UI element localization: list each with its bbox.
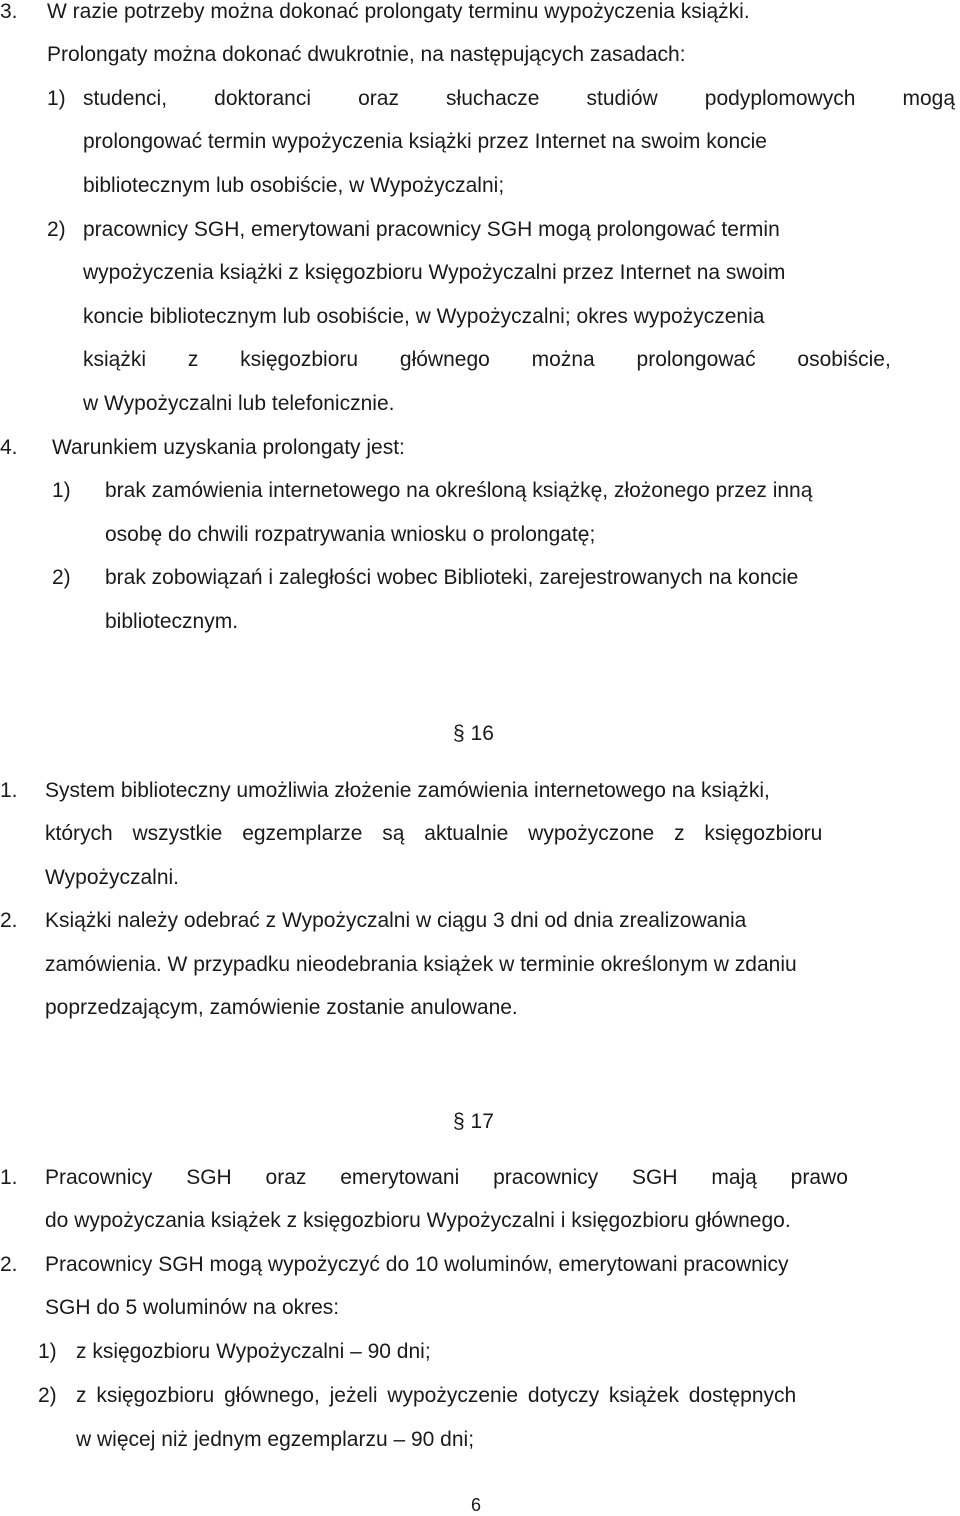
- text-line: wypożyczenia książki z księgozbioru Wypożyczalni przez Internet na swoim: [83, 261, 786, 284]
- section-heading: § 17: [453, 1110, 494, 1133]
- text-line: z księgozbioru głównego, jeżeli wypożyczenie dotyczy książek dostępnych: [76, 1384, 797, 1407]
- text-line: prolongować termin wypożyczenia książki przez Internet na swoim koncie: [83, 130, 767, 153]
- text-line: do wypożyczania książek z księgozbioru Wypożyczalni i księgozbioru głównego.: [45, 1209, 791, 1232]
- text-line: Książki należy odebrać z Wypożyczalni w ciągu 3 dni od dnia zrealizowania: [45, 909, 747, 932]
- item-number: 2): [52, 566, 71, 589]
- text-line: osobę do chwili rozpatrywania wniosku o prolongatę;: [105, 523, 596, 546]
- section-heading: § 16: [453, 722, 494, 745]
- text-line: [83, 87, 955, 111]
- text-line: z księgozbioru Wypożyczalni – 90 dni;: [76, 1340, 431, 1363]
- text-word: słuchacze: [446, 87, 540, 110]
- text-line: zamówienia. W przypadku nieodebrania książek w terminie określonym w zdaniu: [45, 953, 797, 976]
- text-line: bibliotecznym.: [105, 610, 239, 633]
- text-word: podyplomowych: [704, 87, 856, 110]
- text-line: Prolongaty można dokonać dwukrotnie, na następujących zasadach:: [47, 43, 686, 66]
- item-number: 2): [47, 218, 66, 241]
- text-word: doktoranci: [214, 87, 312, 110]
- text-line: Warunkiem uzyskania prolongaty jest:: [52, 436, 405, 459]
- text-line: Wypożyczalni.: [45, 866, 180, 889]
- text-line: Pracownicy SGH oraz emerytowani pracownicy SGH mają prawo: [45, 1166, 848, 1189]
- item-number: 1.: [0, 779, 18, 802]
- text-line: brak zamówienia internetowego na określoną książkę, złożonego przez inną: [105, 479, 813, 502]
- text-word: oraz: [358, 87, 399, 110]
- text-line: pracownicy SGH, emerytowani pracownicy SGH mogą prolongować termin: [83, 218, 780, 241]
- text-line: Pracownicy SGH mogą wypożyczyć do 10 woluminów, emerytowani pracownicy: [45, 1253, 789, 1276]
- item-number: 2.: [0, 909, 18, 932]
- text-line: w więcej niż jednym egzemplarzu – 90 dni;: [76, 1428, 475, 1451]
- item-number: 2.: [0, 1253, 18, 1276]
- text-line: książki z księgozbioru głównego można prolongować osobiście,: [83, 348, 891, 371]
- text-line: System biblioteczny umożliwia złożenie zamówienia internetowego na książki,: [45, 779, 770, 802]
- item-number: 3.: [0, 0, 18, 23]
- text-line: brak zobowiązań i zaległości wobec Biblioteki, zarejestrowanych na koncie: [105, 566, 799, 589]
- page-number: 6: [471, 1495, 482, 1515]
- text-line: w Wypożyczalni lub telefonicznie.: [83, 392, 395, 415]
- text-line: poprzedzającym, zamówienie zostanie anulowane.: [45, 996, 518, 1019]
- text-line: W razie potrzeby można dokonać prolongaty terminu wypożyczenia książki.: [47, 0, 750, 23]
- text-word: studenci,: [83, 87, 168, 110]
- text-line: koncie bibliotecznym lub osobiście, w Wypożyczalni; okres wypożyczenia: [83, 305, 765, 328]
- item-number: 1): [52, 479, 71, 502]
- text-word: mogą: [902, 87, 955, 110]
- text-word: studiów: [586, 87, 658, 110]
- text-line: SGH do 5 woluminów na okres:: [45, 1296, 340, 1319]
- item-number: 1): [38, 1340, 57, 1363]
- text-line: bibliotecznym lub osobiście, w Wypożyczalni;: [83, 174, 505, 197]
- item-number: 2): [38, 1384, 57, 1407]
- item-number: 1.: [0, 1166, 18, 1189]
- item-number: 4.: [0, 436, 18, 459]
- item-number: 1): [47, 87, 66, 110]
- text-line: których wszystkie egzemplarze są aktualnie wypożyczone z księgozbioru: [45, 822, 823, 845]
